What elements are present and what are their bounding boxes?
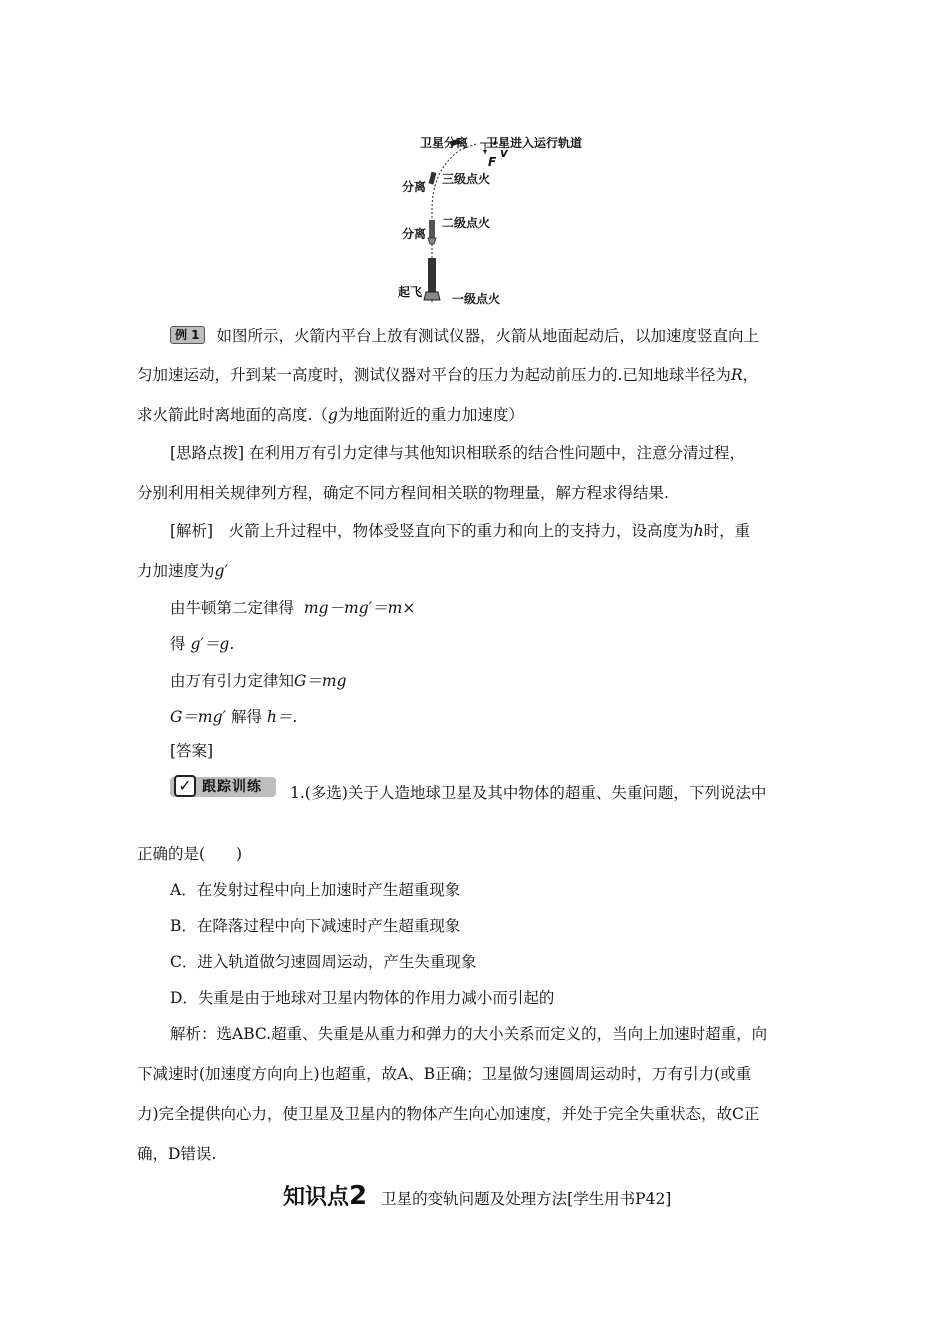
equation-1: 由牛顿第二定律得 mg－mg′＝m× <box>170 599 416 617</box>
analysis-line-2: 力加速度为g′ <box>137 562 228 580</box>
equation-3: 由万有引力定律知G＝mg <box>170 672 347 690</box>
label-second-ignition: 二级点火 <box>442 216 491 230</box>
knowledge-point-title: 知识点 <box>283 1185 350 1210</box>
option-d: D．失重是由于地球对卫星内物体的作用力减小而引起的 <box>170 989 555 1007</box>
example-line-3: 求火箭此时离地面的高度.（g为地面附近的重力加速度） <box>137 406 524 424</box>
rocket-stage1-icon <box>428 258 436 292</box>
option-a: A．在发射过程中向上加速时产生超重现象 <box>170 881 461 899</box>
solution-line-4: 确，D错误. <box>137 1145 217 1163</box>
knowledge-point-text: 卫星的变轨问题及处理方法[学生用书P42] <box>381 1190 672 1208</box>
answer-label: [答案] <box>170 742 214 760</box>
checkmark-icon: ✓ <box>174 775 196 797</box>
rocket-launch-figure <box>390 130 630 310</box>
tracking-training-badge <box>170 775 280 801</box>
label-separation-1: 分离 <box>402 180 427 194</box>
equation-2: 得 g′＝g. <box>170 635 235 653</box>
label-enter-orbit: 卫星进入运行轨道 <box>486 136 583 150</box>
option-b: B．在降落过程中向下减速时产生超重现象 <box>170 917 461 935</box>
label-first-ignition: 一级点火 <box>452 292 501 306</box>
equation-4: G＝mg′ 解得 h＝. <box>170 708 298 726</box>
tracking-label: 跟踪训练 <box>202 779 262 795</box>
label-v: v <box>500 146 508 160</box>
solution-line-3: 力)完全提供向心力，使卫星及卫星内的物体产生向心加速度，并处于完全失重状态，故C正 <box>137 1105 760 1123</box>
solution-line-1: 解析：选ABC.超重、失重是从重力和弹力的大小关系而定义的，当向上加速时超重，向 <box>170 1025 768 1043</box>
knowledge-point-number: 2 <box>349 1181 368 1211</box>
rocket-stage3-icon <box>429 172 437 185</box>
example-tag: 例 1 <box>170 326 205 344</box>
label-F: F <box>488 155 497 169</box>
label-satellite-separation: 卫星分离 <box>420 136 469 150</box>
rocket-trajectory-diagram <box>390 130 630 310</box>
knowledge-point-heading <box>283 1180 671 1211</box>
label-takeoff: 起飞 <box>398 285 423 299</box>
hint-line-2: 分别利用相关规律列方程，确定不同方程间相关联的物理量，解方程求得结果. <box>137 484 669 502</box>
label-separation-2: 分离 <box>402 227 427 241</box>
option-c: C．进入轨道做匀速圆周运动，产生失重现象 <box>170 953 477 971</box>
question-1-line-2: 正确的是( ) <box>137 845 243 863</box>
question-1-line-1: 1.(多选)关于人造地球卫星及其中物体的超重、失重问题，下列说法中 <box>290 784 767 802</box>
solution-line-2: 下减速时(加速度方向向上)也超重，故A、B正确；卫星做匀速圆周运动时，万有引力(或重 <box>137 1065 752 1083</box>
example-line-1: 例 1 如图所示，火箭内平台上放有测试仪器，火箭从地面起动后，以加速度竖直向上 <box>170 326 759 346</box>
label-third-ignition: 三级点火 <box>442 172 491 186</box>
hint-line-1: [思路点拨] 在利用万有引力定律与其他知识相联系的结合性问题中，注意分清过程， <box>170 444 746 462</box>
analysis-line-1: [解析] 火箭上升过程中，物体受竖直向下的重力和向上的支持力，设高度为h时，重 <box>170 522 751 540</box>
rocket-stage2-icon <box>429 220 435 238</box>
example-line-2: 匀加速运动，升到某一高度时，测试仪器对平台的压力为起动前压力的.已知地球半径为R， <box>137 366 759 384</box>
